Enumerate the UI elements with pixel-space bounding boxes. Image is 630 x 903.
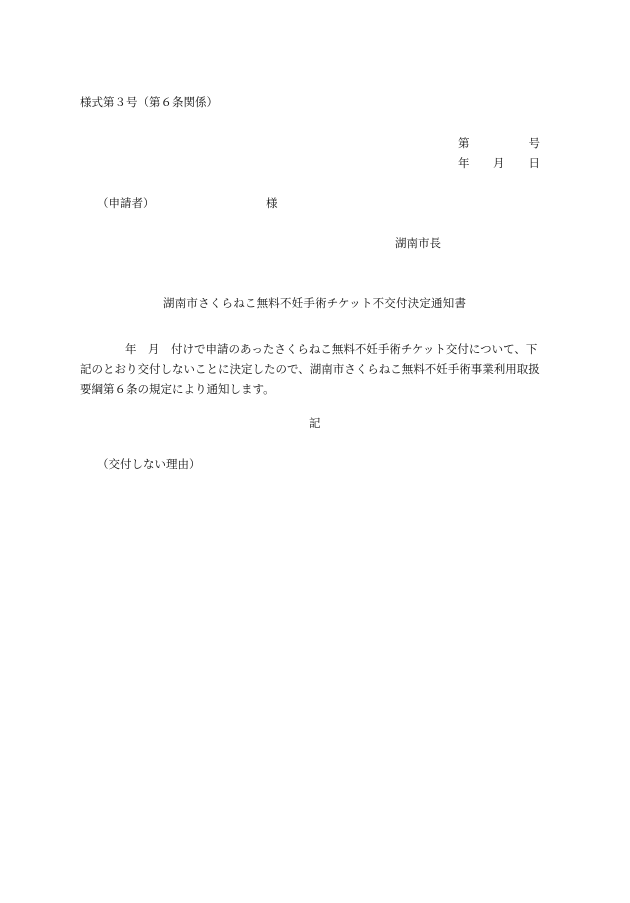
document-number-suffix: 号: [528, 136, 540, 150]
applicant-label: （申請者）: [97, 196, 155, 210]
reason-label: （交付しない理由）: [97, 457, 201, 471]
issuer-name: 湖南市長: [395, 236, 441, 250]
notice-body-line-1: 年 月 付けで申請のあったさくらねこ無料不妊手術チケット交付について、下: [125, 342, 538, 356]
date-month-label: 月: [493, 156, 505, 170]
date-year-label: 年: [458, 156, 470, 170]
applicant-honorific: 様: [266, 196, 278, 210]
ki-heading: 記: [309, 416, 321, 430]
form-number: 様式第３号（第６条関係）: [80, 95, 218, 109]
date-day-label: 日: [528, 156, 540, 170]
document-number-prefix: 第: [458, 136, 470, 150]
notice-body: [80, 339, 547, 399]
document-title: 湖南市さくらねこ無料不妊手術チケット不交付決定通知書: [163, 296, 467, 310]
notice-body-line-2: 記のとおり交付しないことに決定したので、湖南市さくらねこ無料不妊手術事業利用取扱: [80, 362, 540, 376]
notice-body-line-3: 要綱第６条の規定により通知します。: [80, 382, 275, 396]
